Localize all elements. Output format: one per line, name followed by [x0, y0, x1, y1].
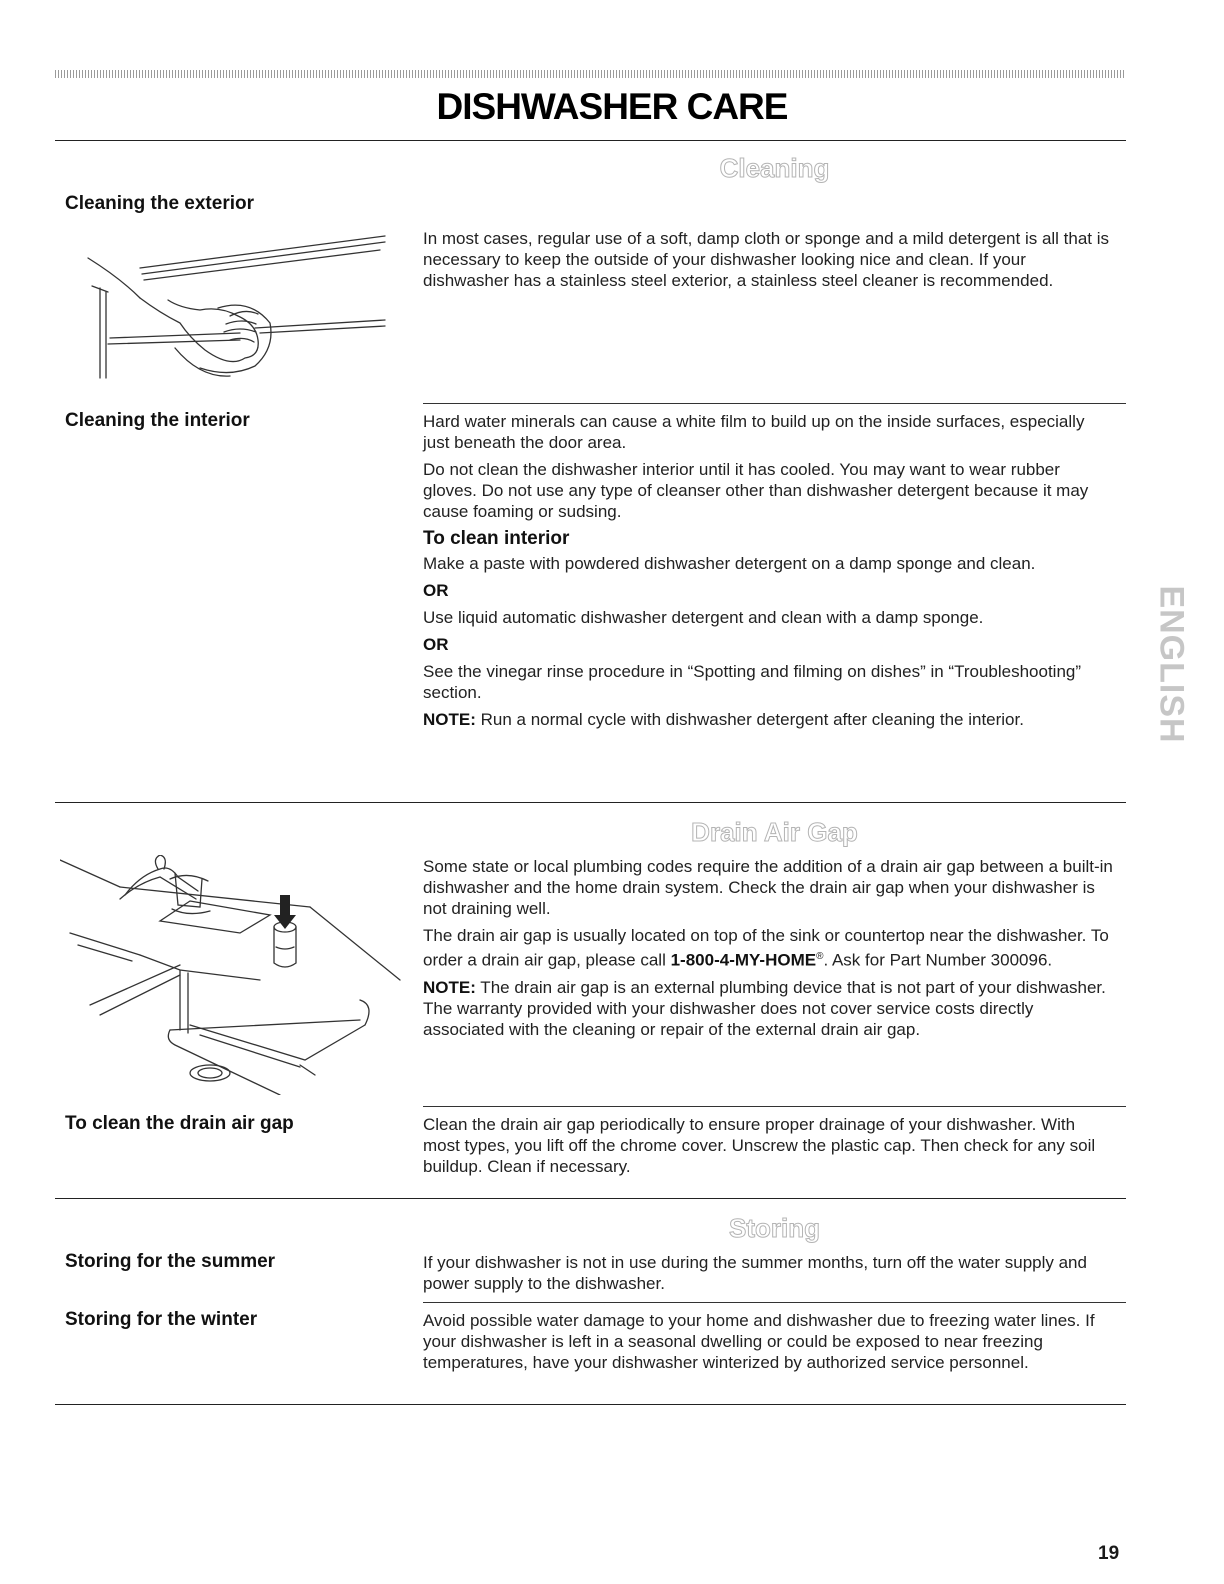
interior-step2: Use liquid automatic dishwasher detergent and clean with a damp sponge.: [423, 608, 984, 627]
interior-or-1: OR: [423, 581, 449, 600]
header-band: [55, 70, 1126, 78]
drain-note-text: The drain air gap is an external plumbing device that is not part of your dishwasher. The warranty provided with your dishwasher does not cover service costs directly associated with the cleaning or repair of the external drain air gap.: [423, 977, 1106, 1039]
cleaning-heading: Cleaning: [719, 153, 830, 183]
interior-note: [423, 709, 1113, 730]
interior-body: [423, 411, 1113, 736]
interior-note-text: Run a normal cycle with dishwasher detergent after cleaning the interior.: [475, 710, 1024, 729]
sink-air-gap-illustration: [60, 855, 405, 1095]
interior-rule: [423, 403, 1126, 404]
hand-wiping-illustration: [80, 228, 400, 388]
bottom-rule: [55, 1404, 1126, 1405]
winter-text: Avoid possible water damage to your home and dishwasher due to freezing water lines. If your dishwasher is left in a seasonal dwelling or could be exposed to near freezing temperatures, have your dishwasher winterized by authorized service personnel.: [423, 1311, 1095, 1372]
interior-p1: Hard water minerals can cause a white film to build up on the inside surfaces, especially just beneath the door area.: [423, 412, 1085, 452]
interior-step1: Make a paste with powdered dishwasher detergent on a damp sponge and clean.: [423, 554, 1036, 573]
summer-label: Storing for the summer: [65, 1251, 276, 1272]
drain-air-gap-heading: Drain Air Gap: [691, 817, 858, 847]
title-rule: [55, 140, 1126, 141]
drain-p2-after: . Ask for Part Number 300096.: [823, 950, 1053, 970]
winter-rule: [423, 1302, 1126, 1303]
clean-drain-body: [423, 1114, 1113, 1183]
exterior-text: In most cases, regular use of a soft, damp cloth or sponge and a mild detergent is all that is necessary to keep the outside of your dishwasher looking nice and clean. If your dishwasher has a stainless steel exterior, a stainless steel cleaner is recommended.: [423, 229, 1110, 290]
summer-text: If your dishwasher is not in use during the summer months, turn off the water supply and power supply to the dishwasher.: [423, 1253, 1087, 1293]
interior-step3: See the vinegar rinse procedure in “Spotting and filming on dishes” in “Troubleshooting” section.: [423, 662, 1082, 702]
storing-rule: [55, 1198, 1126, 1199]
storing-heading: Storing: [729, 1213, 820, 1243]
winter-label: Storing for the winter: [65, 1309, 258, 1330]
exterior-body: [423, 228, 1113, 297]
drain-note-label: NOTE:: [423, 977, 476, 997]
drain-rule: [55, 802, 1126, 803]
clean-drain-rule: [423, 1106, 1126, 1107]
clean-drain-text: Clean the drain air gap periodically to ensure proper drainage of your dishwasher. With most types, you lift off the chrome cover. Unscrew the plastic cap. Then check for any soil buildup. Clean if necessary.: [423, 1115, 1096, 1176]
drain-p2-before: The drain air gap is usually located on top of the sink or countertop near the dishwasher. To order a drain air gap, please call: [423, 926, 1109, 970]
page-title: DISHWASHER CARE: [436, 86, 788, 127]
interior-p2: Do not clean the dishwasher interior until it has cooled. You may want to wear rubber gloves. Do not use any type of cleanser other than dishwasher detergent because it may cause foaming or sudsing.: [423, 460, 1089, 521]
drain-p1: Some state or local plumbing codes require the addition of a drain air gap between a built-in dishwasher and the home drain system. Check the drain air gap when your dishwasher is not draining well.: [423, 857, 1113, 918]
interior-subheading: To clean interior: [423, 528, 570, 549]
phone-number: 1-800-4-MY-HOME: [670, 950, 817, 970]
exterior-label: Cleaning the exterior: [65, 193, 254, 214]
drain-p2: [423, 925, 1113, 971]
summer-body: [423, 1252, 1113, 1300]
interior-label: Cleaning the interior: [65, 410, 250, 431]
drain-note: [423, 977, 1113, 1040]
side-tab-label: ENGLISH: [1152, 584, 1191, 744]
drain-body: [423, 856, 1113, 1046]
interior-note-label: NOTE:: [423, 710, 476, 729]
interior-or-2: OR: [423, 635, 449, 654]
page-number: 19: [1098, 1543, 1120, 1564]
english-side-tab: [1153, 568, 1189, 760]
registered-mark: ®: [816, 951, 824, 962]
clean-drain-label: To clean the drain air gap: [65, 1113, 294, 1134]
winter-body: [423, 1310, 1113, 1379]
